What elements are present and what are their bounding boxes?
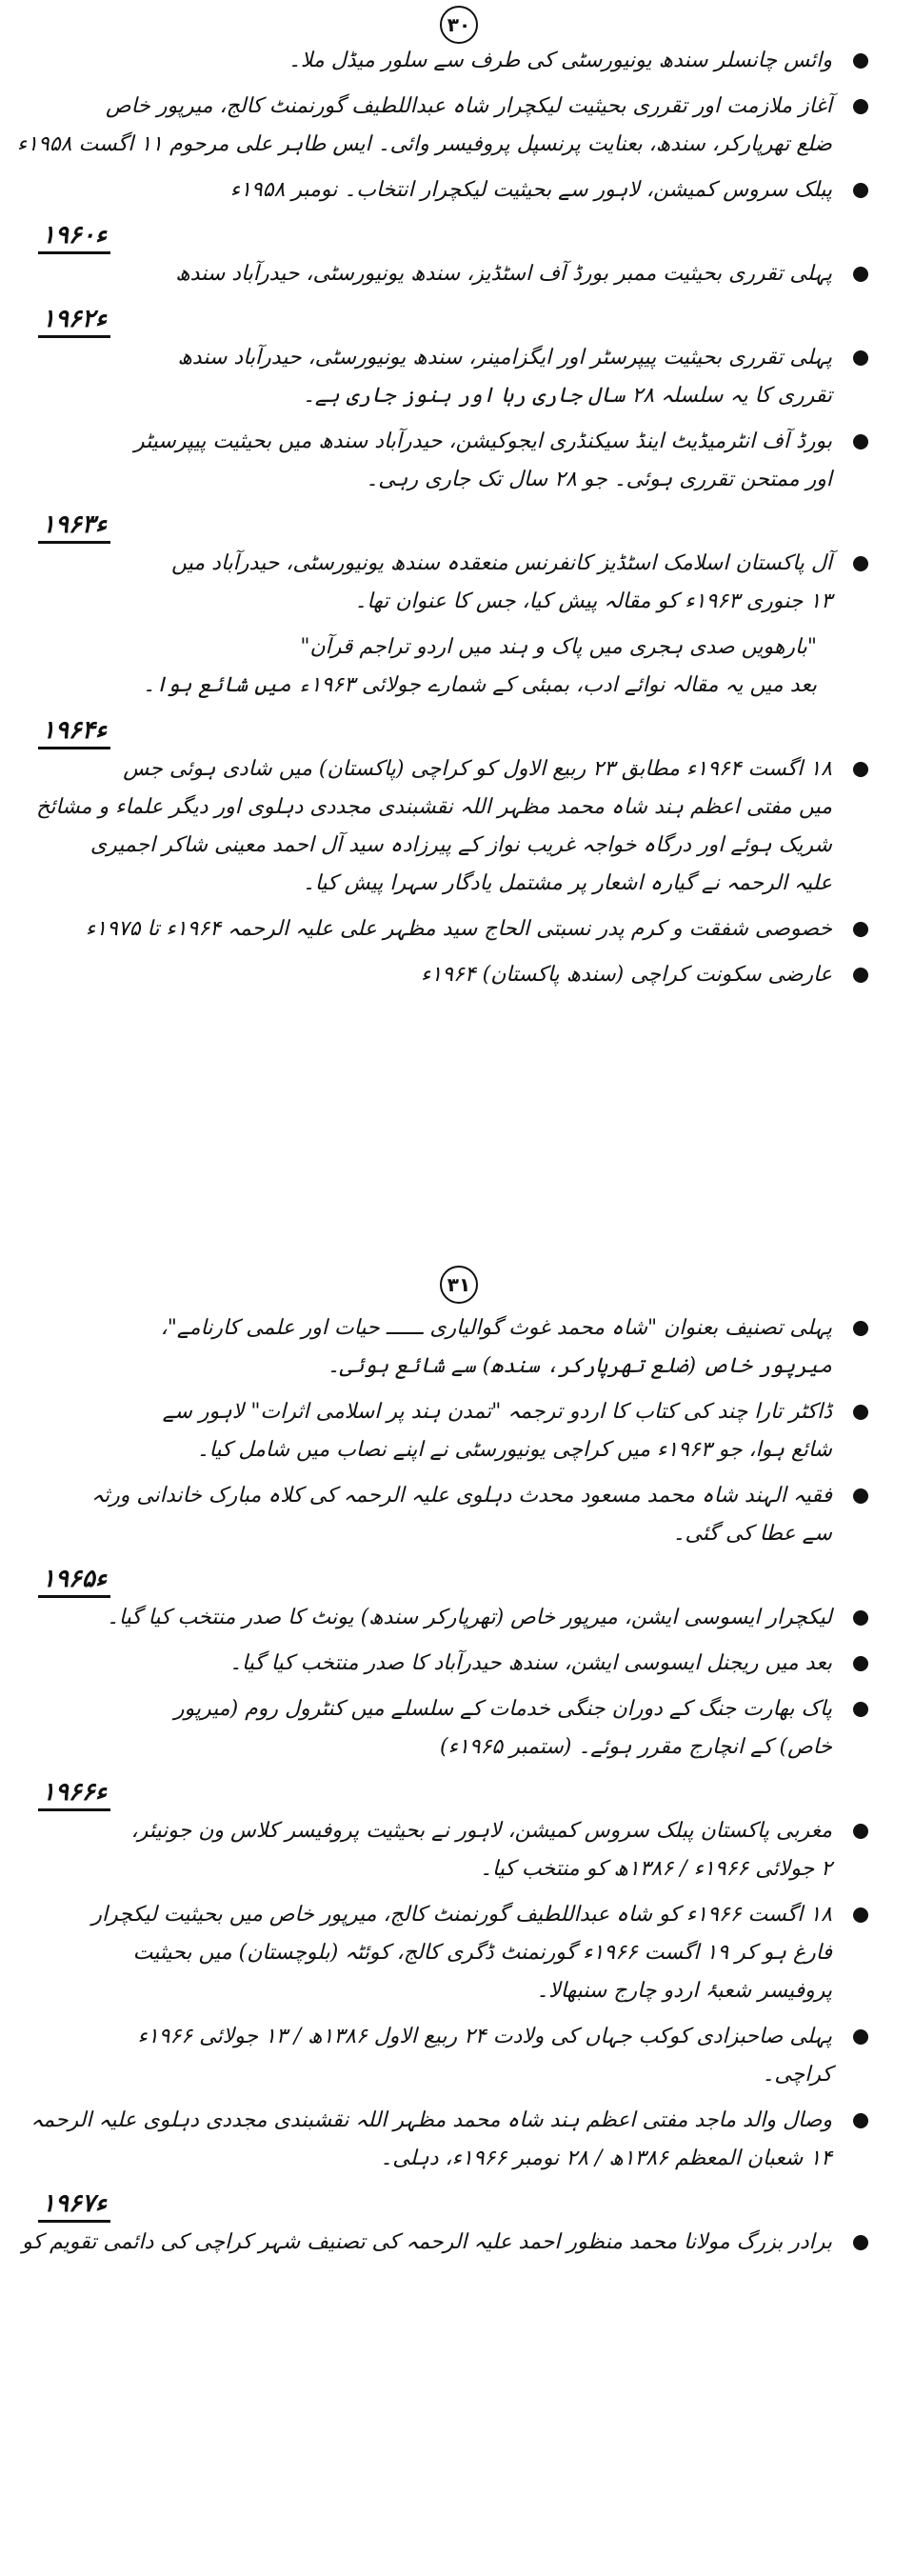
list-item <box>30 2102 874 2178</box>
text-line: مغربی پاکستان پبلک سروس کمیشن، لاہور نے بحیثیت پروفیسر کلاس ون جونیئر، <box>130 1819 832 1843</box>
list-item <box>46 1690 874 1767</box>
bullet-icon <box>853 1321 868 1336</box>
list-item <box>16 88 874 164</box>
text-line: وائس چانسلر سندھ یونیورسٹی کی طرف سے سلور میڈل ملا۔ <box>288 49 832 72</box>
text-line: پاک بھارت جنگ کے دوران جنگی خدمات کے سلسلے میں کنٹرول روم (میرپور <box>173 1697 832 1721</box>
list-item <box>46 255 874 293</box>
text-line: کراچی۔ <box>762 2063 832 2087</box>
page-number: ٣٠ <box>440 6 478 44</box>
year-heading: ۱۹۶۴ء <box>38 716 110 749</box>
list-item <box>46 910 874 949</box>
text-line: میں مفتی اعظم ہند شاہ محمد مظہر اللہ نقشبندی مجددی دہلوی اور دیگر علماء و مشائخ <box>36 795 832 819</box>
page-separator <box>0 1238 914 1262</box>
text-line: اور ممتحن تقرری ہوئی۔ جو ۲۸ سال تک جاری رہی۔ <box>366 468 832 491</box>
bullet-icon <box>853 2029 868 2045</box>
bullet-icon <box>853 350 868 366</box>
list-item <box>46 339 874 415</box>
bullet-icon <box>853 1405 868 1420</box>
text-line: سے عطا کی گئی۔ <box>672 1522 832 1546</box>
page-31 <box>0 1262 914 2576</box>
year-heading: ۱۹۶۰ء <box>38 221 110 254</box>
list-item <box>46 42 874 80</box>
text-line: پہلی تقرری بحیثیت پیپرسٹر اور ایگزامینر، سندھ یونیورسٹی، حیدرآباد سندھ <box>177 346 832 369</box>
list-item <box>46 1309 874 1386</box>
list-item <box>46 171 874 210</box>
list-item <box>46 1812 874 1888</box>
text-line: پبلک سروس کمیشن، لاہور سے بحیثیت لیکچرار انتخاب۔ نومبر ۱۹۵۸ء <box>229 178 832 202</box>
bullet-icon <box>853 1907 868 1923</box>
bullet-icon <box>853 556 868 571</box>
bullet-icon <box>853 183 868 198</box>
year-heading: ۱۹۶۷ء <box>38 2189 110 2223</box>
text-line: بعد میں یہ مقالہ نوائے ادب، بمبئی کے شمارے جولائی ۱۹۶۳ء میں شائع ہوا۔ <box>142 673 817 697</box>
text-line: پروفیسر شعبۂ اردو چارج سنبھالا۔ <box>536 1979 832 2003</box>
year-heading: ۱۹۶۵ء <box>38 1565 110 1598</box>
bullet-icon <box>853 267 868 282</box>
page-30 <box>0 0 914 1238</box>
list-item <box>22 2224 874 2262</box>
bullet-icon <box>853 53 868 69</box>
text-line: فقیہ الہند شاہ محمد مسعود محدث دہلوی علیہ الرحمہ کی کلاہ مبارک خاندانی ورثہ <box>91 1484 832 1508</box>
text-line: آغاز ملازمت اور تقرری بحیثیت لیکچرار شاہ عبداللطیف گورنمنٹ کالج، میرپور خاص <box>106 94 832 118</box>
bullet-icon <box>853 1702 868 1717</box>
text-line: علیہ الرحمہ نے گیارہ اشعار پر مشتمل یادگار سہرا پیش کیا۔ <box>302 871 832 895</box>
text-line: وصال والد ماجد مفتی اعظم ہند شاہ محمد مظہر اللہ نقشبندی مجددی دہلوی علیہ الرحمہ <box>30 2108 832 2132</box>
list-item <box>46 2018 874 2094</box>
text-line: شریک ہوئے اور درگاہ خواجہ غریب نواز کے پیرزادہ سید آل احمد معینی شاکر اجمیری <box>89 833 832 857</box>
text-line: شائع ہوا، جو ۱۹۶۳ء میں کراچی یونیورسٹی نے اپنے نصاب میں شامل کیا۔ <box>196 1438 832 1462</box>
bullet-icon <box>853 2235 868 2250</box>
list-item <box>46 423 874 499</box>
text-line: ۱۴ شعبان المعظم ۱۳۸۶ھ / ۲۸ نومبر ۱۹۶۶ء، دہلی۔ <box>380 2147 832 2170</box>
text-line: تقرری کا یہ سلسلہ ۲۸ سال جاری رہا اور ہنوز جاری ہے۔ <box>303 384 832 408</box>
text-line: ۲ جولائی ۱۹۶۶ء / ۱۳۸۶ھ کو منتخب کیا۔ <box>480 1857 832 1881</box>
bullet-icon <box>853 922 868 937</box>
page-number: ٣١ <box>440 1266 478 1304</box>
list-item <box>36 750 874 903</box>
text-line: فارغ ہو کر ۱۹ اگست ۱۹۶۶ء گورنمنٹ ڈگری کالج، کوئٹہ (بلوچستان) میں بحیثیت <box>132 1941 832 1965</box>
list-item <box>46 1477 874 1553</box>
bullet-icon <box>853 968 868 983</box>
list-item <box>46 1896 874 2010</box>
text-line: پہلی تصنیف بعنوان "شاہ محمد غوث گوالیاری ــــــ حیات اور علمی کارنامے"، <box>160 1316 832 1340</box>
text-line: میرپور خاص (ضلع تھرپارکر، سندھ) سے شائع ہوئی۔ <box>327 1354 832 1378</box>
year-heading: ۱۹۶۲ء <box>38 305 110 338</box>
list-item <box>46 1393 874 1469</box>
list-item <box>46 1599 874 1637</box>
text-line: برادر بزرگ مولانا محمد منظور احمد علیہ الرحمہ کی تصنیف شہر کراچی کی دائمی تقویم کو <box>22 2230 832 2254</box>
bullet-icon <box>853 762 868 777</box>
text-line: پہلی صاحبزادی کوکب جہاں کی ولادت ۲۴ ربیع الاول ۱۳۸۶ھ / ۱۳ جولائی ۱۹۶۶ء <box>137 2025 832 2048</box>
text-line: ۱۸ اگست ۱۹۶۴ء مطابق ۲۳ ربیع الاول کو کراچی (پاکستان) میں شادی ہوئی جس <box>123 757 832 781</box>
text-line: ڈاکٹر تارا چند کی کتاب کا اردو ترجمہ "تمدن ہند پر اسلامی اثرات" لاہور سے <box>162 1400 832 1424</box>
text-line: بعد میں ریجنل ایسوسی ایشن، سندھ حیدرآباد کا صدر منتخب کیا گیا۔ <box>229 1651 832 1675</box>
bullet-icon <box>853 1610 868 1626</box>
text-line: ۱۸ اگست ۱۹۶۶ء کو شاہ عبداللطیف گورنمنٹ کالج، میرپور خاص میں بحیثیت لیکچرار <box>91 1903 832 1927</box>
year-heading: ۱۹۶۳ء <box>38 510 110 544</box>
list-item <box>46 545 874 621</box>
year-heading: ۱۹۶۶ء <box>38 1778 110 1811</box>
quote-paragraph <box>46 629 874 705</box>
bullet-icon <box>853 1488 868 1504</box>
list-item <box>46 1645 874 1683</box>
text-line: خصوصی شفقت و کرم پدر نسبتی الحاج سید مظہر علی علیہ الرحمہ ۱۹۶۴ء تا ۱۹۷۵ء <box>85 917 832 941</box>
bullet-icon <box>853 1656 868 1671</box>
text-line: عارضی سکونت کراچی (سندھ پاکستان) ۱۹۶۴ء <box>421 963 832 987</box>
text-line: بورڈ آف انٹرمیڈیٹ اینڈ سیکنڈری ایجوکیشن، حیدرآباد سندھ میں بحیثیت پیپرسیٹر <box>133 429 832 453</box>
text-line: ۱۳ جنوری ۱۹۶۳ء کو مقالہ پیش کیا، جس کا عنوان تھا۔ <box>354 589 832 613</box>
bullet-icon <box>853 1824 868 1839</box>
text-line: خاص) کے انچارج مقرر ہوئے۔ (ستمبر ۱۹۶۵ء) <box>440 1735 832 1759</box>
text-line: "بارھویں صدی ہجری میں پاک و ہند میں اردو تراجم قرآن" <box>300 635 817 659</box>
bullet-icon <box>853 2113 868 2128</box>
bullet-icon <box>853 434 868 449</box>
text-line: ضلع تھرپارکر، سندھ، بعنایت پرنسپل پروفیسر وائی۔ ایس طاہر علی مرحوم ۱۱ اگست ۱۹۵۸ء <box>16 132 832 156</box>
list-item <box>46 956 874 994</box>
text-line: پہلی تقرری بحیثیت ممبر بورڈ آف اسٹڈیز، سندھ یونیورسٹی، حیدرآباد سندھ <box>175 262 832 286</box>
text-line: آل پاکستان اسلامک اسٹڈیز کانفرنس منعقدہ سندھ یونیورسٹی، حیدرآباد میں <box>171 551 832 575</box>
bullet-icon <box>853 99 868 114</box>
text-line: لیکچرار ایسوسی ایشن، میرپور خاص (تھرپارکر سندھ) یونٹ کا صدر منتخب کیا گیا۔ <box>106 1606 832 1629</box>
